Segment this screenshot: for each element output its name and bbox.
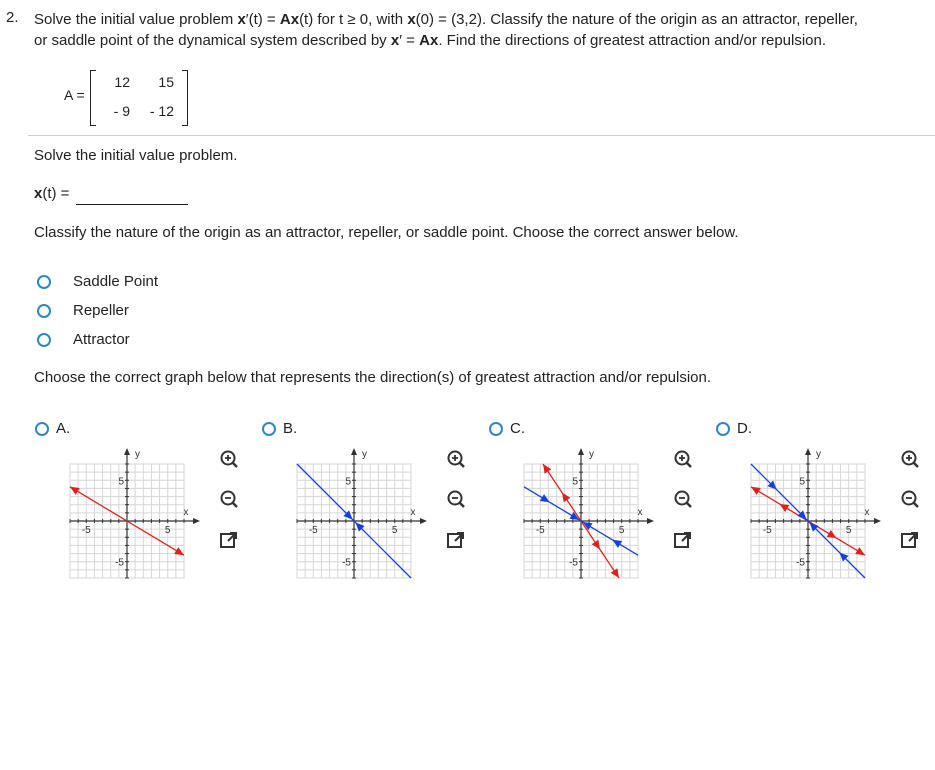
tick-label-x-pos: 5 [164, 525, 171, 536]
matrix-right-bracket [182, 70, 188, 126]
tick-label-x-pos: 5 [845, 525, 852, 536]
question-line-2: or saddle point of the dynamical system described by x′ = Ax. Find the directions of greatest attraction and/or repulsion. [34, 32, 827, 49]
direction-arrow [562, 493, 570, 503]
expand-icon[interactable] [899, 529, 921, 551]
part3-prompt: Choose the correct graph below that represents the direction(s) of greatest attraction and/or repulsion. [34, 369, 712, 386]
matrix-a [90, 70, 188, 124]
matrix-cell: - 12 [149, 103, 174, 119]
choice-letter[interactable]: A. [56, 420, 71, 437]
tick-label-y-neg: -5 [796, 557, 805, 569]
axis-label-y: y [589, 449, 594, 460]
tick-label-y-neg: -5 [115, 557, 124, 569]
choice-letter[interactable]: B. [283, 420, 298, 437]
direction-arrow [592, 540, 600, 550]
answer-label: x(t) = [34, 185, 70, 202]
direction-arrow [780, 504, 790, 512]
tick-label-x-neg: -5 [535, 525, 545, 536]
expand-icon[interactable] [672, 529, 694, 551]
graph-choice-3 [745, 440, 900, 600]
expand-icon[interactable] [445, 529, 467, 551]
option-label-repeller[interactable]: Repeller [73, 302, 129, 319]
tick-label-y-neg: -5 [342, 557, 351, 569]
radio-repeller[interactable] [37, 304, 51, 318]
radio-choice-1[interactable] [262, 422, 276, 436]
zoom-in-icon[interactable] [899, 449, 921, 471]
tick-label-y-pos: 5 [799, 476, 805, 488]
tick-label-y-pos: 5 [345, 476, 351, 488]
direction-arrow [827, 530, 837, 538]
zoom-out-icon[interactable] [672, 489, 694, 511]
axis-label-x: x [637, 507, 643, 518]
radio-choice-2[interactable] [489, 422, 503, 436]
radio-choice-0[interactable] [35, 422, 49, 436]
zoom-in-icon[interactable] [218, 449, 240, 471]
tick-label-x-neg: -5 [762, 525, 772, 536]
axis-label-x: x [864, 507, 870, 518]
zoom-out-icon[interactable] [899, 489, 921, 511]
radio-choice-3[interactable] [716, 422, 730, 436]
part2-prompt: Classify the nature of the origin as an attractor, repeller, or saddle point. Choose the correct answer below. [34, 224, 739, 241]
tick-label-x-neg: -5 [81, 525, 91, 536]
section-divider [28, 135, 935, 136]
option-label-saddle-point[interactable]: Saddle Point [73, 273, 159, 290]
tick-label-x-pos: 5 [391, 525, 398, 536]
axis-label-y: y [816, 449, 821, 460]
choice-letter[interactable]: D. [737, 420, 752, 437]
matrix-cell: 15 [158, 74, 174, 90]
matrix-cell: 12 [114, 74, 130, 90]
tick-label-x-neg: -5 [308, 525, 318, 536]
graph-choice-2 [518, 440, 673, 600]
radio-attractor[interactable] [37, 333, 51, 347]
axis-label-x: x [183, 507, 189, 518]
tick-label-y-pos: 5 [118, 476, 124, 488]
zoom-in-icon[interactable] [445, 449, 467, 471]
axis-label-x: x [410, 507, 416, 518]
expand-icon[interactable] [218, 529, 240, 551]
question-line-1: Solve the initial value problem x′(t) = Ax(t) for t ≥ 0, with x(0) = (3,2). Classify the nature of the origin as an attractor, repeller, [34, 11, 858, 28]
tick-label-y-pos: 5 [572, 476, 578, 488]
choice-letter[interactable]: C. [510, 420, 525, 437]
answer-input[interactable] [76, 204, 188, 205]
part1-prompt: Solve the initial value problem. [34, 147, 238, 164]
tick-label-y-neg: -5 [569, 557, 578, 569]
zoom-in-icon[interactable] [672, 449, 694, 471]
question-text [34, 9, 929, 51]
radio-saddle-point[interactable] [37, 275, 51, 289]
question-number: 2. [6, 9, 19, 26]
option-label-attractor[interactable]: Attractor [73, 331, 130, 348]
axis-label-y: y [362, 449, 367, 460]
graph-choice-1 [291, 440, 446, 600]
tick-label-x-pos: 5 [618, 525, 625, 536]
graph-choice-0 [64, 440, 219, 600]
matrix-cell: - 9 [113, 103, 130, 119]
axis-label-y: y [135, 449, 140, 460]
zoom-out-icon[interactable] [218, 489, 240, 511]
matrix-label: A = [64, 87, 85, 103]
zoom-out-icon[interactable] [445, 489, 467, 511]
